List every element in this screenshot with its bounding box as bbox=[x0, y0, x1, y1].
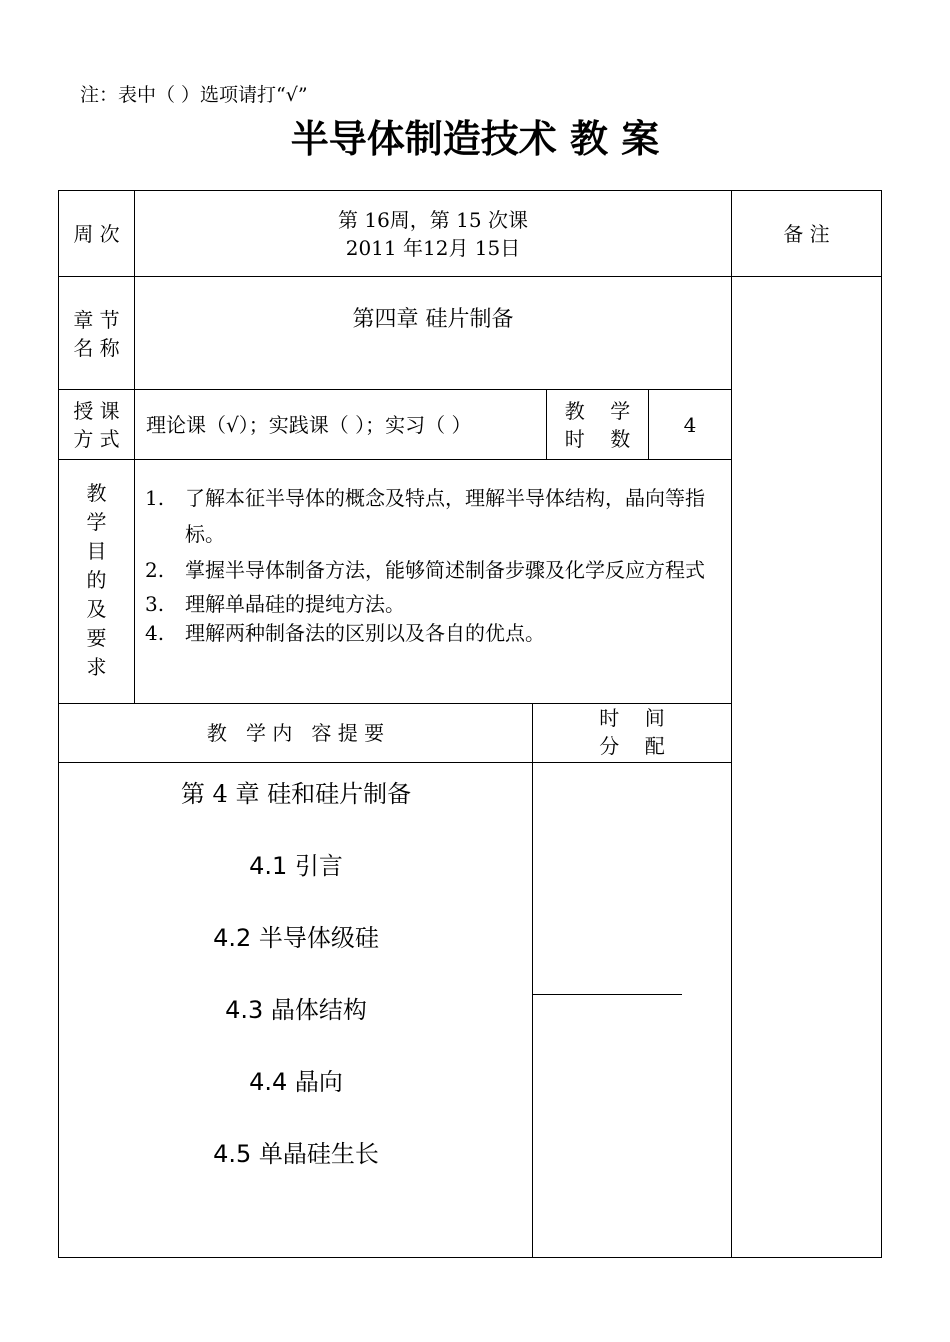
chapter-name-text: 第四章 硅片制备 bbox=[352, 307, 514, 332]
method-value-text: 理论课（√）；实践课（ ）；实习（ ） bbox=[146, 412, 472, 437]
section-name: 晶体结构 bbox=[270, 996, 367, 1024]
table-border-right bbox=[881, 190, 882, 1258]
objective-number: 1. bbox=[145, 486, 165, 510]
section-name: 单晶硅生长 bbox=[258, 1140, 379, 1168]
week-label-text: 周 次 bbox=[73, 221, 120, 246]
content-chapter-title bbox=[60, 774, 532, 809]
section-number: 4.4 bbox=[249, 1068, 288, 1096]
hours-value bbox=[649, 390, 731, 459]
content-chapter-text: 第 4 章 硅和硅片制备 bbox=[180, 780, 412, 808]
section-number: 4.5 bbox=[213, 1140, 252, 1168]
section-number: 4.1 bbox=[249, 852, 288, 880]
objectives-label-char: 目 bbox=[86, 538, 107, 563]
week-value bbox=[135, 200, 731, 268]
section-number: 4.2 bbox=[213, 924, 252, 952]
method-label-line2: 方 式 bbox=[73, 426, 120, 451]
time-split-rule bbox=[532, 994, 682, 995]
time-allocation-header bbox=[533, 704, 731, 760]
remarks-header bbox=[732, 191, 881, 276]
method-label bbox=[59, 390, 134, 459]
time-allocation-line2: 分 配 bbox=[599, 734, 665, 758]
class-date: 2011 年12月 15日 bbox=[345, 236, 521, 260]
hours-label-line2: 时 数 bbox=[564, 426, 631, 451]
week-label bbox=[59, 191, 134, 276]
method-value bbox=[146, 390, 546, 459]
objectives-list bbox=[145, 480, 727, 648]
table-rule bbox=[58, 276, 882, 277]
section-number: 4.3 bbox=[225, 996, 264, 1024]
section-name: 晶向 bbox=[294, 1068, 343, 1096]
remarks-column-rule bbox=[731, 190, 732, 1258]
objective-item bbox=[145, 480, 727, 552]
objective-number: 4. bbox=[145, 621, 165, 645]
table-border-bottom bbox=[58, 1257, 882, 1258]
objective-item bbox=[145, 552, 727, 588]
section-name: 半导体级硅 bbox=[258, 924, 379, 952]
time-column-rule bbox=[532, 703, 533, 1258]
hours-label bbox=[547, 390, 648, 459]
content-section bbox=[60, 846, 532, 881]
content-header bbox=[59, 704, 532, 762]
objective-text: 掌握半导体制备方法，能够简述制备步骤及化学反应方程式 bbox=[185, 558, 705, 582]
chapter-label bbox=[59, 300, 134, 368]
objectives-label-char: 及 bbox=[86, 596, 107, 621]
table-rule bbox=[58, 459, 732, 460]
objectives-label-char: 求 bbox=[86, 654, 107, 679]
form-note: 注：表中（ ）选项请打“√” bbox=[80, 84, 308, 106]
hours-value-text: 4 bbox=[683, 412, 697, 437]
objective-number: 2. bbox=[145, 558, 165, 582]
content-section bbox=[60, 990, 532, 1025]
chapter-label-line2: 名 称 bbox=[73, 336, 120, 360]
chapter-label-line1: 章 节 bbox=[73, 308, 120, 332]
page-title: 半导体制造技术 教 案 bbox=[290, 117, 660, 161]
objective-text: 理解两种制备法的区别以及各自的优点。 bbox=[185, 621, 545, 645]
content-section bbox=[60, 1062, 532, 1097]
objective-number: 3. bbox=[145, 592, 165, 616]
objectives-label-char: 教 bbox=[86, 480, 107, 505]
content-header-text: 教 学 内 容 提 要 bbox=[206, 721, 385, 745]
remarks-label: 备 注 bbox=[783, 221, 830, 246]
content-section bbox=[60, 918, 532, 953]
objectives-label-char: 要 bbox=[86, 625, 107, 650]
week-number: 第 16周，第 15 次课 bbox=[338, 208, 528, 232]
objective-text: 了解本征半导体的概念及特点，理解半导体结构，晶向等指标。 bbox=[185, 486, 705, 546]
objectives-label bbox=[59, 480, 134, 680]
time-allocation-line1: 时 间 bbox=[599, 706, 665, 730]
method-label-line1: 授 课 bbox=[73, 398, 120, 423]
hours-label-line1: 教 学 bbox=[564, 398, 631, 423]
content-section bbox=[60, 1134, 532, 1169]
table-rule bbox=[58, 762, 732, 763]
objective-text: 理解单晶硅的提纯方法。 bbox=[185, 592, 405, 616]
section-name: 引言 bbox=[294, 852, 343, 880]
chapter-name bbox=[135, 302, 731, 338]
objectives-label-char: 的 bbox=[86, 567, 107, 592]
objectives-label-char: 学 bbox=[86, 509, 107, 534]
objective-item bbox=[145, 590, 727, 619]
objective-item bbox=[145, 619, 727, 648]
